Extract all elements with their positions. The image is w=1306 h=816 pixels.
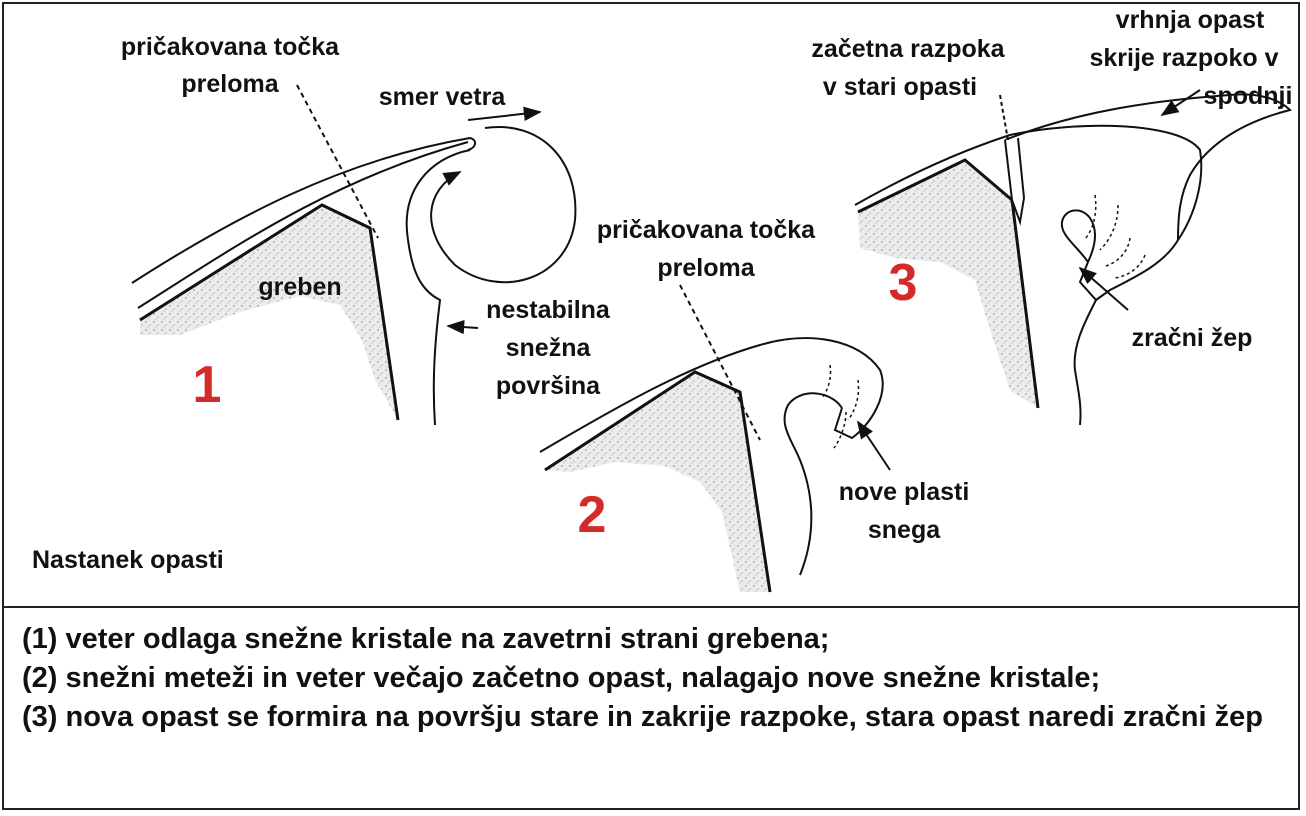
label-top-c: spodnji <box>1203 82 1293 110</box>
label-break-1a: pričakovana točka <box>120 33 340 61</box>
label-break-2b: preloma <box>657 254 755 282</box>
label-unstable-b: snežna <box>505 334 591 362</box>
panel-number-2: 2 <box>577 486 607 544</box>
panel-number-1: 1 <box>192 356 222 414</box>
new-layers-arrow <box>858 422 890 470</box>
label-break-2a: pričakovana točka <box>596 216 816 244</box>
label-ridge: greben <box>258 273 342 301</box>
label-layers-a: nove plasti <box>838 478 970 506</box>
caption-line-3: (3) nova opast se formira na površju stare in zakrije razpoke, stara opast naredi zračni žep <box>22 701 1263 733</box>
new-layer-2b <box>848 380 859 420</box>
top-cornice-3 <box>1005 94 1290 240</box>
label-top-b: skrije razpoko v <box>1089 44 1279 72</box>
label-layers-b: snega <box>867 516 941 544</box>
label-break-1b: preloma <box>181 70 279 98</box>
figure-title: Nastanek opasti <box>32 546 224 574</box>
label-crack-a: začetna razpoka <box>811 35 1005 63</box>
wind-arrow <box>468 112 540 120</box>
label-unstable-c: površina <box>495 372 601 400</box>
caption-divider <box>2 606 1300 608</box>
air-pocket-3 <box>1062 210 1095 262</box>
caption <box>22 620 1282 737</box>
ridge-2 <box>545 372 770 592</box>
label-crack-b: v stari opasti <box>822 73 978 101</box>
old-cornice-face-3 <box>1075 300 1096 425</box>
panel-number-3: 3 <box>888 254 918 312</box>
caption-line-2: (2) snežni meteži in veter večajo začetno opast, nalagajo nove snežne kristale; <box>22 662 1101 694</box>
label-wind: smer vetra <box>378 83 506 111</box>
new-layer-2a <box>822 365 831 398</box>
top-cornice-arrow <box>1162 90 1200 115</box>
label-unstable-a: nestabilna <box>486 296 610 324</box>
panel-3 <box>811 6 1292 425</box>
label-top-a: vrhnja opast <box>1115 6 1265 34</box>
cornice-face-2 <box>785 393 842 575</box>
label-pocket: zračni žep <box>1131 324 1253 352</box>
new-layer-3c <box>1106 238 1130 266</box>
crack-dashed-3 <box>1000 95 1008 140</box>
new-layer-3b <box>1100 205 1118 250</box>
unstable-arrow <box>448 326 478 328</box>
panel-1 <box>121 33 611 425</box>
cornice-curl-1 <box>431 127 575 282</box>
caption-line-1: (1) veter odlaga snežne kristale na zavetrni strani grebena; <box>22 623 830 655</box>
